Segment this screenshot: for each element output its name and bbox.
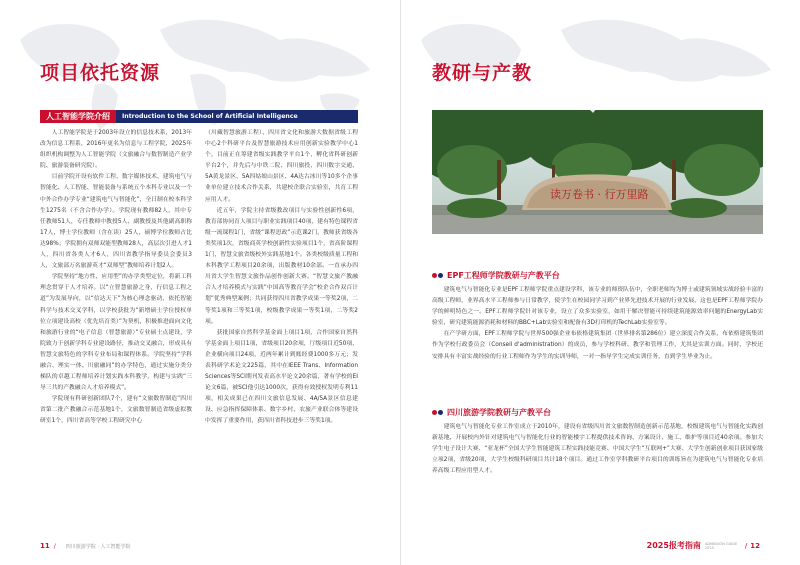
footer-brand-en: ADMISSION GUIDE 2025 [704, 541, 738, 550]
paragraph: 人工智能学院是于2003年设立的信息技术系，2013年改为信息工程系，2016年更名为信息与工程学院，2025年组织机构调整为人工智能学院（文旅融合与数智制造产业学院、旅游装备研究院）。 [40, 130, 192, 170]
paragraph: （川藏智慧旅游工程）、四川省文化和旅游大数据省级工程中心2个科研平台及智慧旅游技术应用创新实验教学中心1个，目前正在筹建省级实践教学平台1个，孵化省科研创新平台2个，并先后与中铁二院、四川旅投、四川数字交通、5A黄龙景区、5A四姑娘山景区、4A达古冰川等10多个企事业单位建立技术合作关系，共建校企联合实验室，共育工程应用人才。 [205, 130, 358, 203]
paragraph: 学院现有科研创新团队7个，建有“文旅数智制造”四川省第二批产教融合示范基地1个，文旅数智制造省级虚拟教研室1个，四川省高等学校工程研究中心 [40, 396, 192, 425]
campus-photo-illustration [432, 110, 763, 234]
paragraph: 近五年，学院主持省级教改项目与实验性创新性6项，教育部协同育人项目与职业实践项目40项，建有特色课程省级一流课程1门，省级“课程思政”示范课2门，教师获省级各类奖项1次，省级商英学校创新性实验项目1个，省高阶课程1门，智慧文旅省级校外实践基地1个。各类校级质量工程和本科教学工程项目20余项，出版教材10余部。一直承办四川省大学生智慧文旅作品创作创新大赛。“智慧文旅产教融合人才培养模式与实践”中国高等教育学会“校企合作双百计划”优秀典型案例；共同获得四川省教学成果一等奖2项，二等奖1项和三等奖1项，校级教学成果一等奖1项，二等奖2项。 [205, 207, 358, 325]
page-title: 项目依托资源 [40, 62, 161, 84]
campus-photo [432, 110, 763, 234]
banner-title-cn: 人工智能学院介绍 [40, 110, 116, 123]
section-heading-epf [432, 270, 560, 281]
paragraph: 获批国家自然科学基金面上项目1项，合作国家自然科学基金面上项目1项，省级项目20余项，厅级项目近50项，企业横向项目24项，近两年累计到账经费1000多万元；发表科研学术论文225篇，其中在IEEE Trans、Information Sciences等SCI期刊发表高水平论文20余篇，著有学校的EI论文6篇，被SCI他引达1000次，获得有效授权发明专利11项，相关成果已在四川文旅信息发展、4A/5A景区信息建设、应急指挥保障体系、数字乡村、农旅产业联合体等建设中发挥了重要作用，获四川省科技进步三等奖1项。 [205, 329, 358, 425]
section-heading-text: EPF工程师学院教研与产教平台 [447, 271, 560, 280]
paragraph: 在产学研方面，EPF工程师学院与世界500强企业布依格建筑集团（世界排名第286位）建立深度合作关系，布依格建筑集团作为学校行政委员会（Conseil d'administration）的成员，参与学校科研、教学和管理工作，尤其是实训方面。同时，学校还安排具有丰富实战经验的行业工程师作为学生的实训导师，一对一指导学生完成实训任务，直到学生毕业为止。 [432, 331, 763, 360]
paragraph: 建筑电气与智能化专业是EPF工程师学院重点建设学科，该专业的师资队伍中，全职老师均为博士或建筑领域实战经验丰富的高级工程师，业界高水平工程师参与日常教学，使学生在校园同学习到产业界先进技术开展的行业发展，这也是EPF工程师学院办学的鲜明特色之一。EPF工程师学院针对该专业，设立了众多实验室，如用于解决智能可持续建筑能源效率问题的EnergyLab实验室，研究建筑能源消耗和材料的BBC+Lab实验室和配备有3D打印机的TechLab实验室等。 [432, 287, 763, 327]
section-heading-text: 四川旅游学院教研与产教平台 [447, 408, 551, 417]
footer-right [647, 540, 760, 551]
text-column-2 [205, 128, 358, 528]
stone-inscription: 读万卷书 · 行万里路 [550, 188, 649, 201]
footer-divider: / [53, 542, 56, 550]
bullet-dots-icon [432, 410, 444, 415]
section-heading-sctu [432, 407, 551, 418]
section-body-epf [432, 285, 763, 397]
paragraph: 学院坚持“地方性、应用型”的办学类型定位，将新工科理念贯穿于人才培养。以“立智慧旅游之身，行信息工程之道”为发展导向，以“信达天下”为核心理念驱动，依托智能科学与技术交叉学科，以学校获批为“新增硕士学位授权单位立项建设高校（优先培育类）”为契机，积极推进面向文化和旅游行业的“电子信息（智慧旅游）”专业硕士点建设，学院致力于创新学科专业建设路径，推动交叉融合，形成具有智慧文旅特色的学科专业布局和课程体系。学院坚持“学科融合、理实一体、川旅融同”的办学特色，通过实施分类分梯队的卓越工程师培养计划实践本科教学，构建与实践“三导三共的产教融合人才培养模式”。 [40, 274, 192, 392]
paragraph: 建筑电气与智能化专业工作室成立于2010年，建设有省级四川省文旅数智制造创新示范基地，校级建筑电气与智能化实践创新基地，开展校内外针对建筑电气与智能化行业的智能楼宇工程提供技术咨询、方案设计、施工、维护等项目近40余项。参加大学生电子设计大赛、“亚龙杯”全国大学生智能建筑工程实践技能竞赛、中国大学生“互联网+”大赛、大学生创新创业项目获国家级立项2项，省级20项，大学生校级科研项目共计18个项目。通过工作室学科教研平台项目的训练旨在为建筑电气与智能化专业培养高级工程应用型人才。 [432, 424, 763, 475]
section-banner [40, 110, 358, 123]
page-number: 12 [750, 541, 760, 550]
footer-divider: / [744, 541, 748, 550]
banner-title-en: Introduction to the School of Artificial Intelligence [116, 110, 358, 123]
footer-logos: 四川旅游学院 · 人工智能学院 [65, 543, 131, 550]
paragraph: 目前学院开设有软件工程、数字媒体技术、建筑电气与智能化、人工智能、智能装备与系统五个本科专业以及一个中外合作办学专业“建筑电气与智能化”，全日制在校本科学生1275名（不含合作办学）。学院现有教师82人，其中专任教师51人，专任教师中教授5人、副教授及其他副高职称17人，博士学位教师（含在读）25人，硕博学位教师占比达98%；学院拥有双师双能型教师28人，高层次引进人才1人，四川省各类人才6人，四川省教学指导委员会委员3人，文旅部万名旅游英才“双师型”教师培养计划2人。 [40, 174, 192, 270]
footer-brand: 2025报考指南 [646, 541, 701, 550]
page-title-right: 教研与产教 [432, 62, 533, 84]
footer-left [40, 542, 131, 550]
text-column-1 [40, 128, 192, 528]
section-body-sctu [432, 422, 763, 514]
bullet-dots-icon [432, 273, 444, 278]
page-number: 11 [40, 542, 50, 550]
